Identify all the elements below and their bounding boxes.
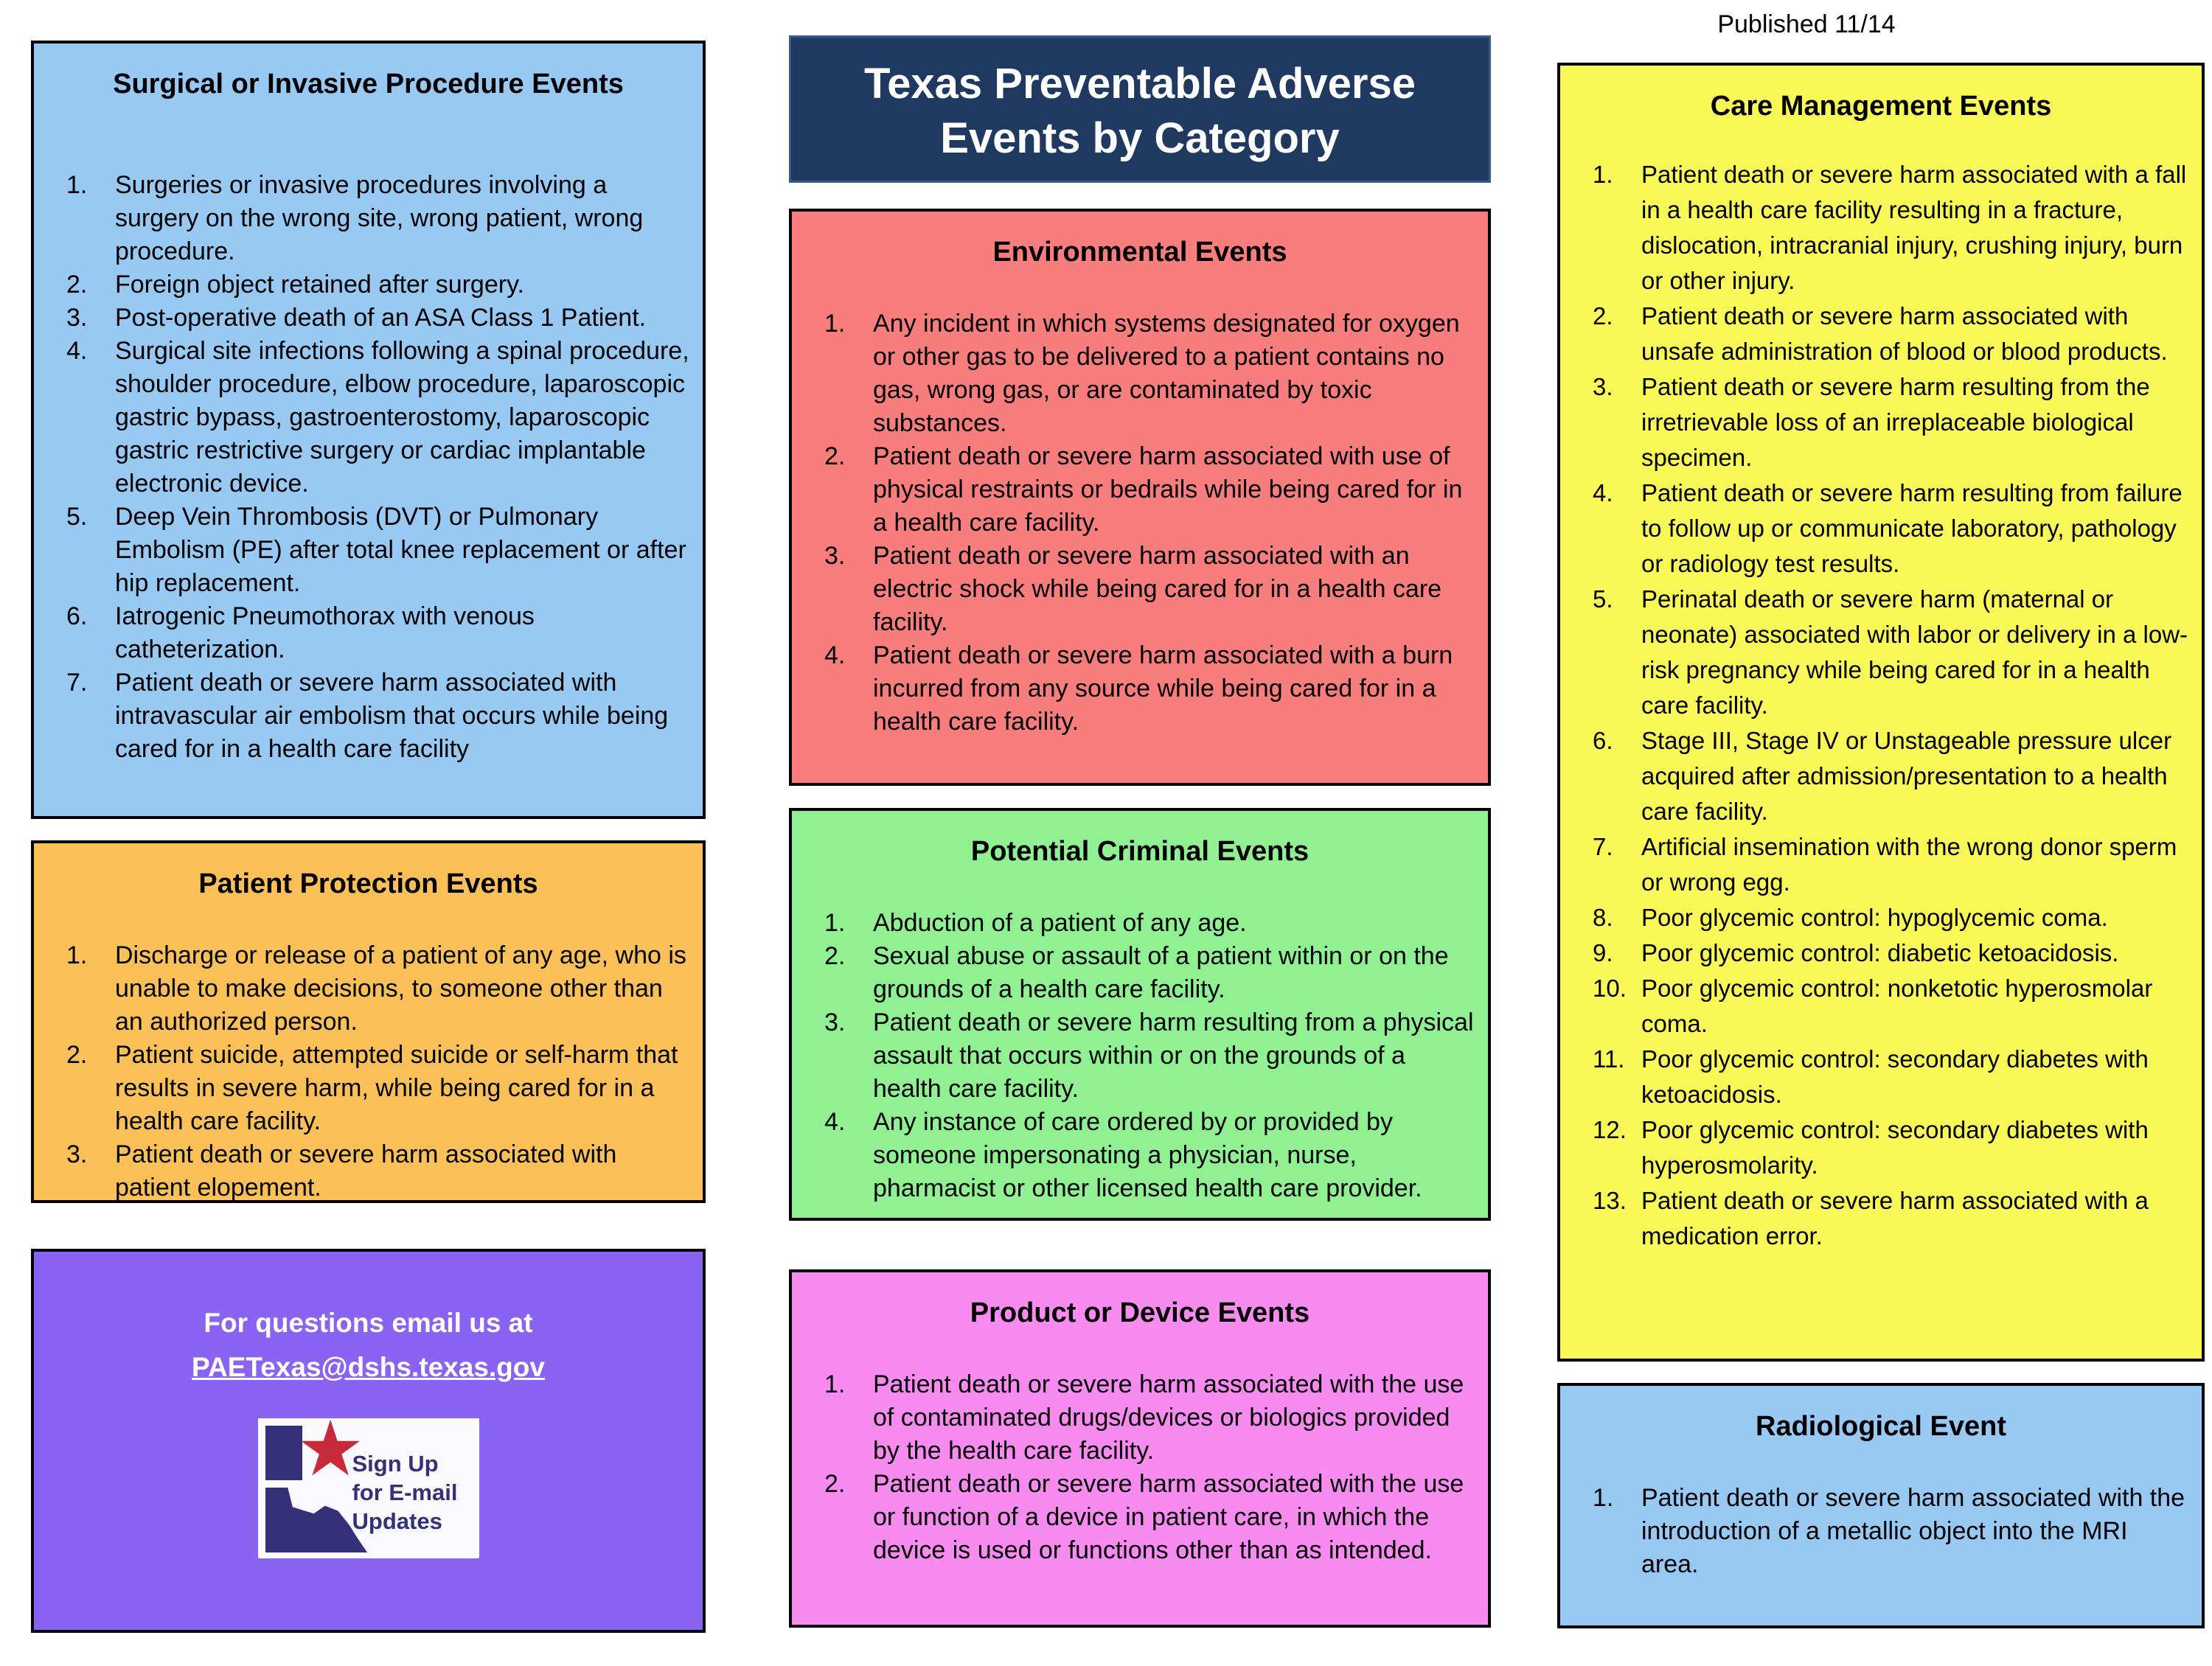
product-device-events-title: Product or Device Events [970,1297,1310,1328]
contact-line: For questions email us at [204,1308,533,1338]
list-item: Patient death or severe harm resulting from a physical assault that occurs within or on the grounds of a health care facility. [873,1008,1474,1103]
list-item: Poor glycemic control: nonketotic hyperosmolar coma. [1641,975,2153,1037]
surgical-events-box [31,41,706,819]
page-title: Texas Preventable Adverse Events by Category [864,60,1416,162]
potential-criminal-events-title: Potential Criminal Events [970,836,1310,867]
list-item: Surgical site infections following a spinal procedure, shoulder procedure, elbow procedure, laparoscopic gastric bypass, gastroenterostomy, laparoscopic gastric restrictive surgery or cardiac implantable electronic device. [115,337,689,498]
list-item: Patient death or severe harm associated with the use of contaminated drugs/devices or biologics provided by the health care facility. [873,1370,1464,1465]
signup-email-updates-button[interactable] [258,1407,479,1558]
list-item: Surgeries or invasive procedures involving a surgery on the wrong site, wrong patient, wrong procedure. [115,171,644,265]
product-device-events-box [789,1269,1491,1628]
list-item: Patient death or severe harm associated with a burn incurred from any source while being cared for in a health care facility. [873,641,1453,736]
list-item: Patient death or severe harm associated with a medication error. [1641,1187,2149,1250]
patient-protection-box [31,840,706,1203]
list-item: Patient death or severe harm associated with an electric shock while being cared for in a health care facility. [873,542,1442,636]
signup-badge-text [352,1449,458,1536]
environmental-events-list [792,307,1488,739]
list-item: Perinatal death or severe harm (maternal or neonate) associated with labor or delivery in a low-risk pregnancy while being cared for in a health care facility. [1641,585,2188,719]
list-item: Sexual abuse or assault of a patient within or on the grounds of a health care facility. [873,942,1449,1003]
list-item: Foreign object retained after surgery. [115,271,524,299]
list-item: Patient death or severe harm resulting from the irretrievable loss of an irreplaceable biological specimen. [1641,373,2150,471]
list-item: Patient death or severe harm associated with use of physical restraints or bedrails while being cared for in a health care facility. [873,442,1463,537]
contact-email-link[interactable]: PAETexas@dshs.texas.gov [192,1352,545,1382]
title-banner [789,35,1491,183]
list-item: Artificial insemination with the wrong donor sperm or wrong egg. [1641,833,2177,896]
list-item: Patient death or severe harm associated with unsafe administration of blood or blood products. [1641,302,2168,365]
list-item: Discharge or release of a patient of any age, who is unable to make decisions, to someone other than an authorized person. [115,941,686,1036]
list-item: Abduction of a patient of any age. [873,909,1247,937]
radiological-event-title: Radiological Event [1756,1411,2006,1442]
list-item: Patient death or severe harm associated with a fall in a health care facility resulting in a fracture, dislocation, intracranial injury, crushing injury, burn or other injury. [1641,161,2187,294]
environmental-events-title: Environmental Events [992,237,1287,268]
list-item: Patient suicide, attempted suicide or self-harm that results in severe harm, while being cared for in a health care facility. [115,1041,678,1135]
product-device-events-list [792,1368,1488,1567]
list-item: Poor glycemic control: hypoglycemic coma. [1641,904,2108,931]
radiological-event-box [1557,1383,2205,1628]
list-item: Patient death or severe harm associated with intravascular air embolism that occurs while being cared for in a health care facility [115,669,669,763]
list-item: Any incident in which systems designated for oxygen or other gas to be delivered to a patient contains no gas, wrong gas, or are contaminated by toxic substances. [873,310,1460,437]
list-item: Deep Vein Thrombosis (DVT) or Pulmonary Embolism (PE) after total knee replacement or after hip replacement. [115,503,686,597]
surgical-events-list [34,169,703,766]
surgical-events-title: Surgical or Invasive Procedure Events [113,69,624,100]
star-icon: ★ [296,1407,365,1492]
list-item: Patient death or severe harm associated with the use or function of a device in patient care, in which the device is used or functions other than as intended. [873,1470,1464,1564]
list-item: Patient death or severe harm associated with the introduction of a metallic object into the MRI area. [1641,1484,2185,1578]
patient-protection-title: Patient Protection Events [198,868,538,899]
patient-protection-list [34,939,703,1205]
potential-criminal-events-box [789,808,1491,1221]
list-item: Patient death or severe harm associated with patient elopement. [115,1140,617,1202]
list-item: Poor glycemic control: secondary diabetes with hyperosmolarity. [1641,1116,2149,1179]
list-item: Poor glycemic control: diabetic ketoacidosis. [1641,939,2119,966]
care-management-events-title: Care Management Events [1710,91,2052,122]
list-item: Stage III, Stage IV or Unstageable pressure ulcer acquired after admission/presentation to a health care facility. [1641,727,2172,825]
list-item: Post-operative death of an ASA Class 1 Patient. [115,304,647,332]
environmental-events-box [789,209,1491,786]
list-item: Iatrogenic Pneumothorax with venous catheterization. [115,602,535,663]
list-item: Any instance of care ordered by or provided by someone impersonating a physician, nurse, pharmacist or other licensed health care provider. [873,1108,1422,1202]
care-management-events-box [1557,63,2205,1362]
signup-badge-line: for E-mail [352,1479,458,1505]
signup-badge-line: Updates [352,1508,442,1534]
radiological-event-list [1560,1482,2202,1581]
published-date: Published 11/14 [1717,10,1896,38]
list-item: Patient death or severe harm resulting from failure to follow up or communicate laboratory, pathology or radiology test results. [1641,479,2183,577]
signup-badge-line: Sign Up [352,1451,439,1477]
potential-criminal-events-list [792,907,1488,1205]
contact-box [31,1249,706,1633]
list-item: Poor glycemic control: secondary diabetes with ketoacidosis. [1641,1045,2149,1108]
care-management-events-list [1560,157,2202,1254]
